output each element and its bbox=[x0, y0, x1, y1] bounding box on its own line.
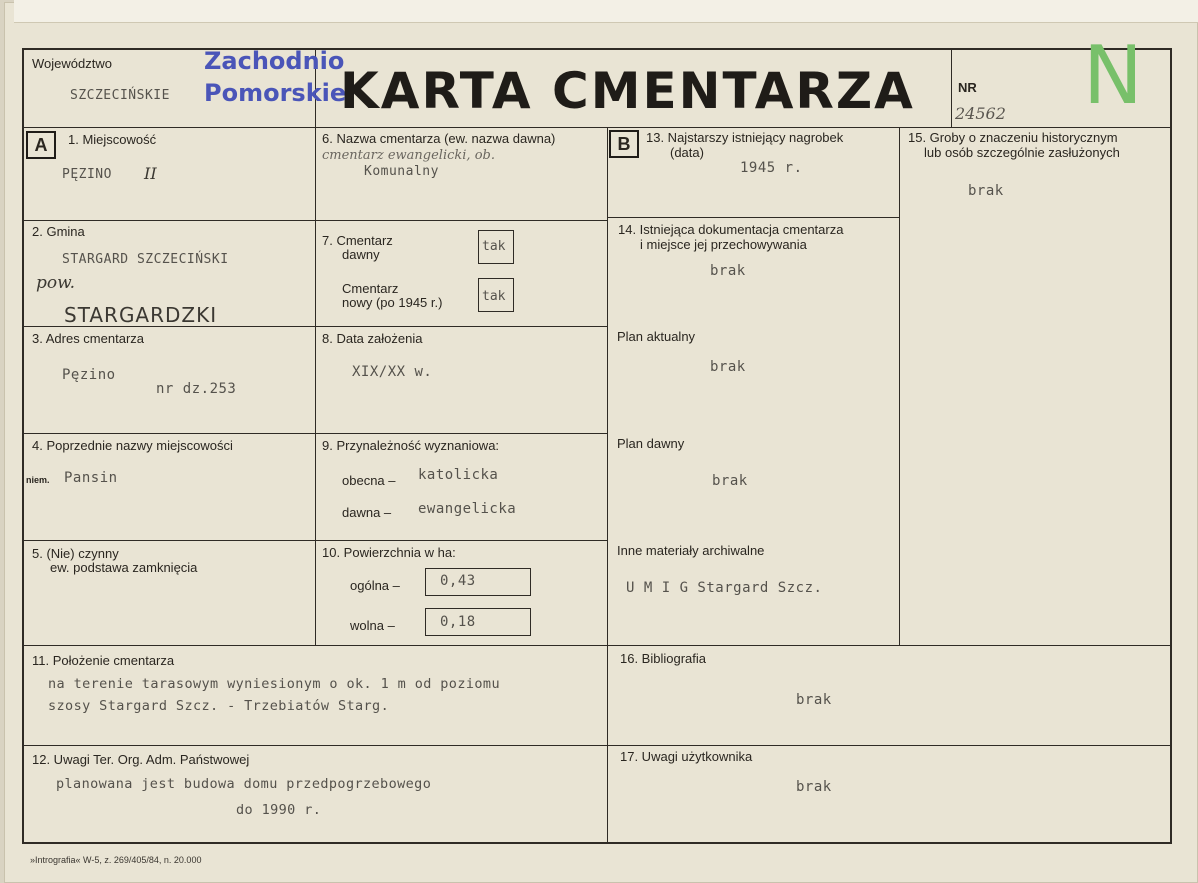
field-11-line-2: szosy Stargard Szcz. - Trzebiatów Starg. bbox=[48, 698, 390, 714]
field-1-note: II bbox=[144, 164, 157, 183]
field-8-label: 8. Data założenia bbox=[322, 331, 423, 346]
field-1-label: 1. Miejscowość bbox=[68, 132, 157, 147]
field-4-label: 4. Poprzednie nazwy miejscowości bbox=[32, 438, 233, 453]
field-5-label-1: 5. (Nie) czynny bbox=[32, 546, 119, 561]
field-9-obecna-value: katolicka bbox=[418, 467, 499, 483]
field-6-label: 6. Nazwa cmentarza (ew. nazwa dawna) bbox=[322, 131, 556, 146]
nr-label: NR bbox=[958, 80, 977, 95]
plan-aktualny-value: brak bbox=[710, 359, 746, 375]
field-17-value: brak bbox=[796, 779, 832, 795]
field-7-nowy-value: tak bbox=[482, 289, 506, 304]
field-2-label: 2. Gmina bbox=[32, 224, 85, 239]
field-2-pow-value: STARGARDZKI bbox=[64, 303, 218, 327]
field-10-ogolna-box bbox=[425, 568, 531, 596]
field-16-value: brak bbox=[796, 692, 832, 708]
field-13-label-2: (data) bbox=[670, 145, 704, 160]
field-12-line-1: planowana jest budowa domu przedpogrzebowego bbox=[56, 776, 432, 792]
field-6-handwritten: cmentarz ewangelicki, ob. bbox=[322, 148, 495, 163]
category-letter: N bbox=[1083, 29, 1143, 122]
stamp-line-1: Zachodnio bbox=[204, 47, 345, 75]
page-title: KARTA CMENTARZA bbox=[340, 62, 915, 120]
field-14-label-1: 14. Istniejąca dokumentacja cmentarza bbox=[618, 222, 844, 237]
field-5-label-2: ew. podstawa zamknięcia bbox=[50, 560, 198, 575]
field-15-value: brak bbox=[968, 183, 1004, 199]
field-6-value: Komunalny bbox=[364, 164, 439, 179]
field-11-label: 11. Położenie cmentarza bbox=[32, 653, 175, 668]
field-7-nowy-label-1: Cmentarz bbox=[342, 281, 399, 296]
field-15-label-2: lub osób szczególnie zasłużonych bbox=[924, 145, 1120, 160]
field-13-value: 1945 r. bbox=[740, 160, 803, 176]
field-3-value-2: nr dz.253 bbox=[156, 381, 237, 397]
field-14-value: brak bbox=[710, 263, 746, 279]
field-9-label: 9. Przynależność wyznaniowa: bbox=[322, 438, 500, 453]
field-7-dawny-label: dawny bbox=[342, 247, 380, 262]
plan-dawny-value: brak bbox=[712, 473, 748, 489]
field-9-dawna-value: ewangelicka bbox=[418, 501, 517, 517]
field-4-value: Pansin bbox=[64, 470, 118, 486]
wojewodztwo-value: SZCZECIŃSKIE bbox=[70, 88, 170, 103]
field-7-dawny-value: tak bbox=[482, 239, 506, 254]
field-17-label: 17. Uwagi użytkownika bbox=[620, 749, 753, 764]
field-2-pow-label: pow. bbox=[36, 273, 76, 293]
section-a-box: A bbox=[26, 131, 56, 159]
field-10-wolna-box bbox=[425, 608, 531, 636]
field-7-label: 7. Cmentarz bbox=[322, 233, 393, 248]
field-10-ogolna-label: ogólna – bbox=[350, 578, 400, 593]
plan-dawny-label: Plan dawny bbox=[617, 436, 685, 451]
inne-materialy-value: U M I G Stargard Szcz. bbox=[626, 580, 823, 596]
field-12-line-2: do 1990 r. bbox=[236, 802, 322, 818]
field-16-label: 16. Bibliografia bbox=[620, 651, 706, 666]
field-10-ogolna-value: 0,43 bbox=[440, 573, 476, 589]
field-9-dawna-label: dawna – bbox=[342, 505, 392, 520]
paper-top-strip bbox=[14, 0, 1198, 23]
field-10-wolna-value: 0,18 bbox=[440, 614, 476, 630]
field-12-label: 12. Uwagi Ter. Org. Adm. Państwowej bbox=[32, 752, 250, 767]
field-7-nowy-box bbox=[478, 278, 514, 312]
field-3-value-1: Pęzino bbox=[62, 367, 116, 383]
field-2-value: STARGARD SZCZECIŃSKI bbox=[62, 252, 229, 267]
field-1-value: PĘZINO bbox=[62, 167, 112, 182]
inne-materialy-label: Inne materiały archiwalne bbox=[617, 543, 765, 558]
field-4-prefix: niem. bbox=[26, 475, 50, 485]
stamp-line-2: Pomorskie bbox=[204, 79, 347, 107]
field-13-label-1: 13. Najstarszy istniejący nagrobek bbox=[646, 130, 844, 145]
field-7-nowy-label-2: nowy (po 1945 r.) bbox=[342, 295, 443, 310]
field-15-label-1: 15. Groby o znaczeniu historycznym bbox=[908, 130, 1118, 145]
field-3-label: 3. Adres cmentarza bbox=[32, 331, 144, 346]
plan-aktualny-label: Plan aktualny bbox=[617, 329, 696, 344]
field-11-line-1: na terenie tarasowym wyniesionym o ok. 1 m od poziomu bbox=[48, 676, 500, 692]
field-9-obecna-label: obecna – bbox=[342, 473, 396, 488]
field-7-dawny-box bbox=[478, 230, 514, 264]
field-10-label: 10. Powierzchnia w ha: bbox=[322, 545, 456, 560]
field-15-cell bbox=[900, 128, 1170, 646]
wojewodztwo-label: Województwo bbox=[32, 56, 112, 71]
section-b-box: B bbox=[609, 130, 639, 158]
field-10-wolna-label: wolna – bbox=[350, 618, 395, 633]
field-14-label-2: i miejsce jej przechowywania bbox=[640, 237, 807, 252]
nr-value: 24562 bbox=[955, 104, 1006, 123]
field-8-value: XIX/XX w. bbox=[352, 364, 433, 380]
print-footer: »Intrografia« W-5, z. 269/405/84, n. 20.000 bbox=[30, 855, 202, 865]
